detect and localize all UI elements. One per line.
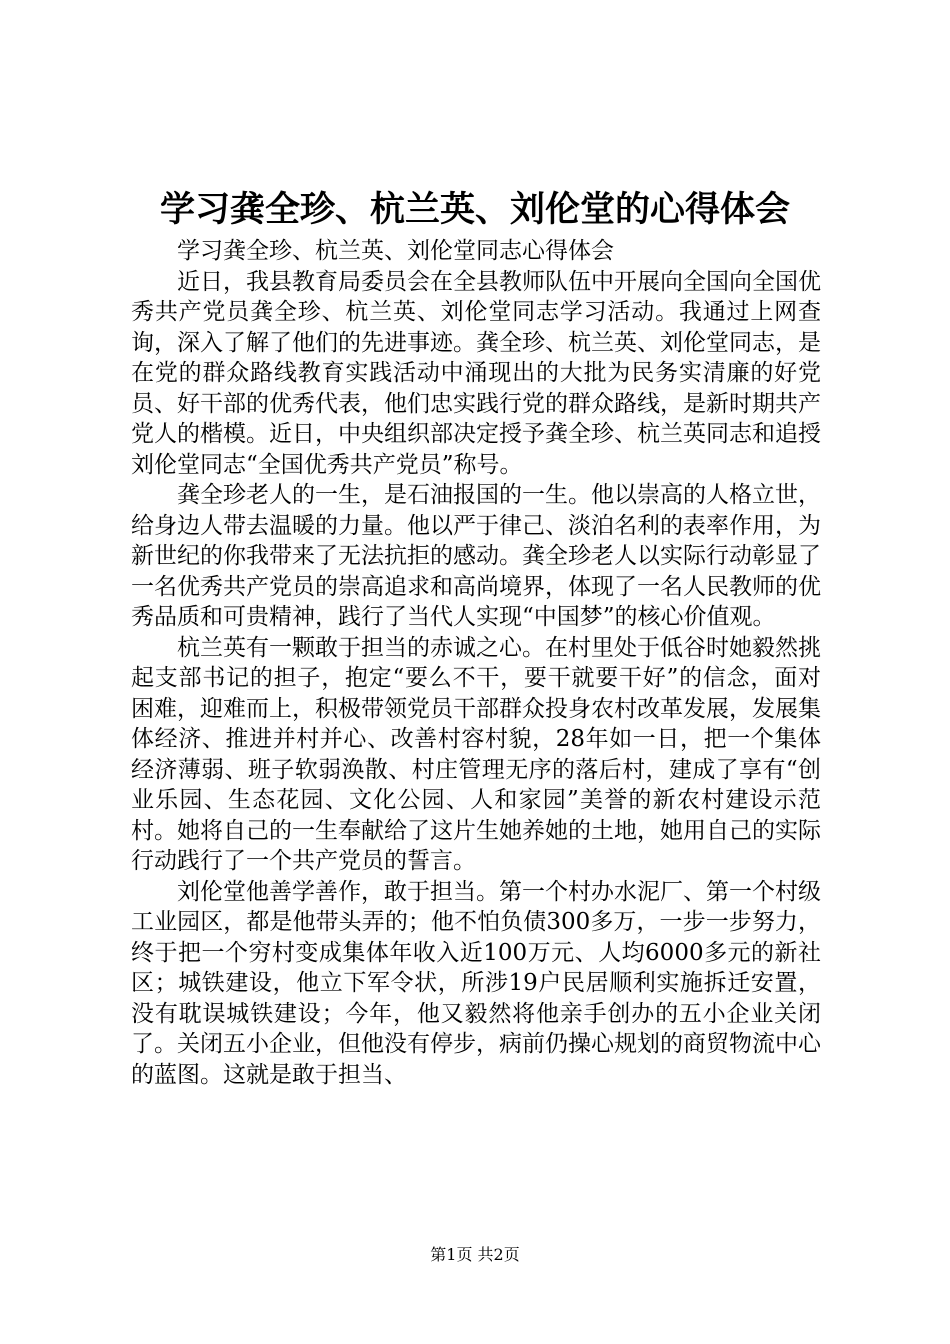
subtitle-paragraph: 学习龚全珍、杭兰英、刘伦堂同志心得体会 (177, 238, 614, 264)
page-number-footer: 第1页 共2页 (430, 1245, 520, 1264)
document-body (131, 236, 821, 1090)
hang-lanying-paragraph: 杭兰英有一颗敢于担当的赤诚之心。在村里处于低谷时她毅然挑起支部书记的担子，抱定“要么不干，要干就要干好”的信念，面对困难，迎难而上，积极带领党员干部群众投身农村改革发展，发展集体经济、推进并村并心、改善村容村貌，28年如一日，把一个集体经济薄弱、班子软弱涣散、村庄管理无序的落后村，建成了享有“创业乐园、生态花园、文化公园、人和家园”美誉的新农村建设示范村。她将自己的一生奉献给了这片生她养她的土地，她用自己的实际行动践行了一个共产党员的誓言。 (131, 634, 821, 874)
gong-quanzhen-paragraph: 龚全珍老人的一生，是石油报国的一生。他以崇高的人格立世，给身边人带去温暖的力量。他以严于律己、淡泊名利的表率作用，为新世纪的你我带来了无法抗拒的感动。龚全珍老人以实际行动彰显了一名优秀共产党员的崇高追求和高尚境界，体现了一名人民教师的优秀品质和可贵精神，践行了当代人实现“中国梦”的核心价值观。 (131, 482, 821, 630)
liu-luntang-paragraph: 刘伦堂他善学善作，敢于担当。第一个村办水泥厂、第一个村级工业园区，都是他带头弄的；他不怕负债300多万，一步一步努力，终于把一个穷村变成集体年收入近100万元、人均6000多元的新社区；城铁建设，他立下军令状，所涉19户民居顺利实施拆迁安置，没有耽误城铁建设；今年，他又毅然将他亲手创办的五小企业关闭了。关闭五小企业，但他没有停步，病前仍操心规划的商贸物流中心的蓝图。这就是敢于担当、 (131, 878, 821, 1088)
intro-paragraph: 近日，我县教育局委员会在全县教师队伍中开展向全国向全国优秀共产党员龚全珍、杭兰英、刘伦堂同志学习活动。我通过上网查询，深入了解了他们的先进事迹。龚全珍、杭兰英、刘伦堂同志，是在党的群众路线教育实践活动中涌现出的大批为民务实清廉的好党员、好干部的优秀代表，他们忠实践行党的群众路线，是新时期共产党人的楷模。近日，中央组织部决定授予龚全珍、杭兰英同志和追授刘伦堂同志“全国优秀共产党员”称号。 (131, 268, 821, 478)
document-title: 学习龚全珍、杭兰英、刘伦堂的心得体会 (159, 190, 790, 230)
